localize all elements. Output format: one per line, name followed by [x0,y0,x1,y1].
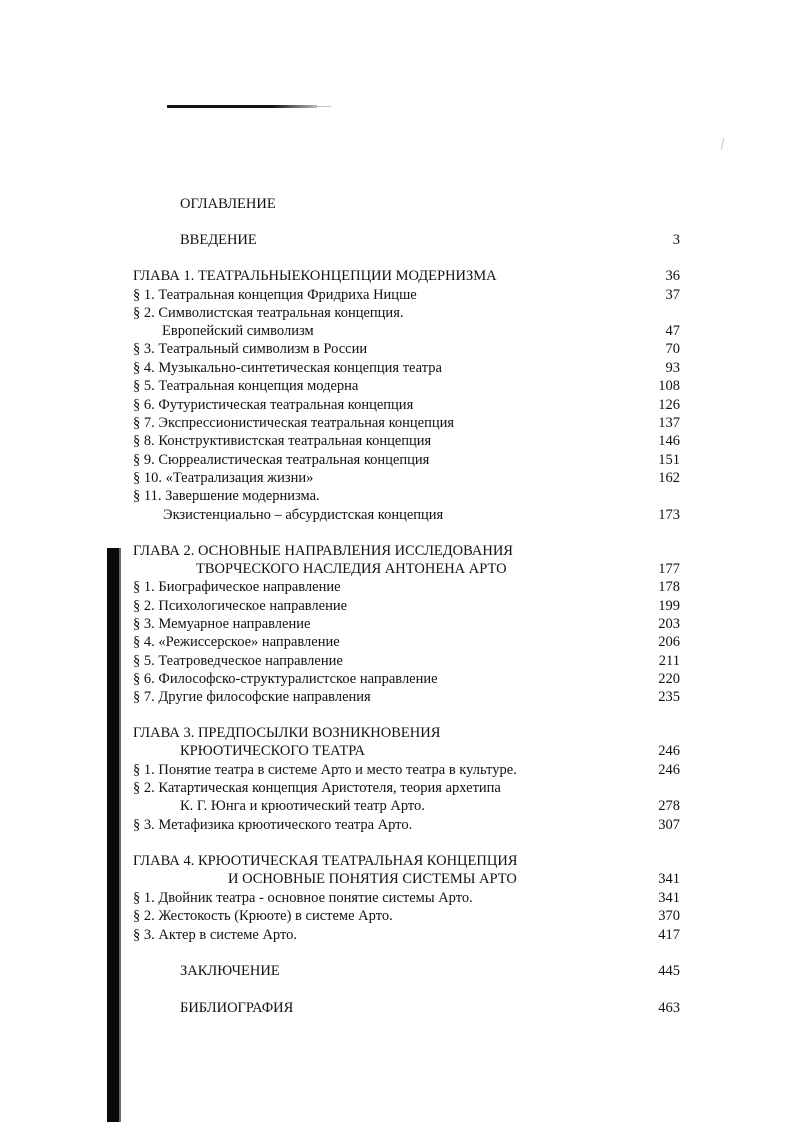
toc-ch1-page: 36 [665,268,680,284]
toc-ch2-s5-page: 211 [658,653,680,669]
toc-ch1-s3-title: § 3. Театральный символизм в России [133,341,368,357]
toc-ch4-title-cont: И ОСНОВНЫЕ ПОНЯТИЯ СИСТЕМЫ АРТО [228,871,517,887]
toc-ch3-s3-page: 307 [658,817,680,833]
toc-ch2-s3-title: § 3. Мемуарное направление [133,616,311,632]
toc-ch2-s2-page: 199 [658,598,680,614]
toc-ch1-s11-title-cont: Экзистенциально – абсурдистская концепция [163,507,444,523]
toc-ch2-s3-page: 203 [658,616,680,632]
toc-ch3-s2-page: 278 [658,798,680,814]
toc-ch4-s3-page: 417 [658,927,680,943]
toc-ch2-s5-title: § 5. Театроведческое направление [133,653,343,669]
scan-binding-edge-shadow [119,548,121,1122]
toc-ch1-s2-page: 47 [665,323,680,339]
toc-ch4-s1-page: 341 [658,890,680,906]
toc-ch2-s4-page: 206 [658,634,680,650]
toc-ch1-s10-page: 162 [658,470,680,486]
toc-ch1-s4-page: 93 [665,360,680,376]
toc-conclusion-page: 445 [658,963,680,979]
toc-ch1-s5-page: 108 [658,378,680,394]
toc-ch1-s11-page: 173 [658,507,680,523]
toc-ch3-s3-title: § 3. Метафизика крюотического театра Арто. [133,817,413,833]
toc-ch1-s7-page: 137 [658,415,680,431]
toc-ch4-s2-title: § 2. Жестокость (Крюоте) в системе Арто. [133,908,393,924]
toc-ch2-s2-title: § 2. Психологическое направление [133,598,348,614]
toc-ch3-s1-title: § 1. Понятие театра в системе Арто и место театра в культуре. [133,762,517,778]
toc-bibliography-page: 463 [658,1000,680,1016]
toc-ch2-title-cont: ТВОРЧЕСКОГО НАСЛЕДИЯ АНТОНЕНА АРТО [196,561,507,577]
toc-ch2-s7-page: 235 [658,689,680,705]
toc-ch3-title-cont: КРЮОТИЧЕСКОГО ТЕАТРА [180,743,365,759]
toc-ch4-title: ГЛАВА 4. КРЮОТИЧЕСКАЯ ТЕАТРАЛЬНАЯ КОНЦЕПЦИЯ [133,853,518,869]
toc-ch2-s1-page: 178 [658,579,680,595]
toc-ch1-s9-title: § 9. Сюрреалистическая театральная концепция [133,452,430,468]
toc-ch2-s6-title: § 6. Философско-структуралистское направление [133,671,438,687]
toc-ch2-page: 177 [658,561,680,577]
toc-intro-title: ВВЕДЕНИЕ [180,232,257,248]
toc-ch3-page: 246 [658,743,680,759]
toc-ch2-s4-title: § 4. «Режиссерское» направление [133,634,340,650]
toc-ch1-s6-page: 126 [658,397,680,413]
toc-bibliography-title: БИБЛИОГРАФИЯ [180,1000,294,1016]
toc-ch3-s2-title: § 2. Катартическая концепция Аристотеля, теория архетипа [133,780,501,796]
toc-ch1-s11-title: § 11. Завершение модернизма. [133,488,320,504]
toc-ch1-s1-title: § 1. Театральная концепция Фридриха Ницше [133,287,417,303]
toc-ch2-s6-page: 220 [658,671,680,687]
toc-ch4-s2-page: 370 [658,908,680,924]
scan-mark [721,138,724,150]
toc-ch1-s9-page: 151 [658,452,680,468]
toc-ch1-s7-title: § 7. Экспрессионистическая театральная концепция [133,415,455,431]
toc-ch1-s10-title: § 10. «Театрализация жизни» [133,470,314,486]
toc-ch1-s2-title: § 2. Символистская театральная концепция. [133,305,404,321]
toc-ch1-s3-page: 70 [665,341,680,357]
toc-ch3-s2-title-cont: К. Г. Юнга и крюотический театр Арто. [180,798,425,814]
toc-ch3-s1-page: 246 [658,762,680,778]
toc-ch1-s1-page: 37 [665,287,680,303]
toc-ch2-s7-title: § 7. Другие философские направления [133,689,371,705]
toc-conclusion-title: ЗАКЛЮЧЕНИЕ [180,963,280,979]
toc-ch2-title: ГЛАВА 2. ОСНОВНЫЕ НАПРАВЛЕНИЯ ИССЛЕДОВАНИЯ [133,543,513,559]
scan-top-rule-tail [317,106,331,107]
toc-intro-page: 3 [672,232,680,248]
toc-ch4-page: 341 [658,871,680,887]
toc-heading: ОГЛАВЛЕНИЕ [180,196,276,212]
toc-ch4-s1-title: § 1. Двойник театра - основное понятие системы Арто. [133,890,473,906]
toc-ch1-title: ГЛАВА 1. ТЕАТРАЛЬНЫЕКОНЦЕПЦИИ МОДЕРНИЗМА [133,268,497,284]
toc-ch2-s1-title: § 1. Биографическое направление [133,579,341,595]
toc-ch1-s4-title: § 4. Музыкально-синтетическая концепция театра [133,360,442,376]
toc-ch3-title: ГЛАВА 3. ПРЕДПОСЫЛКИ ВОЗНИКНОВЕНИЯ [133,725,441,741]
scan-top-rule [167,105,317,108]
toc-ch1-s5-title: § 5. Театральная концепция модерна [133,378,359,394]
toc-ch1-s6-title: § 6. Футуристическая театральная концепция [133,397,414,413]
toc-ch1-s2-title-cont: Европейский символизм [162,323,314,339]
toc-ch1-s8-page: 146 [658,433,680,449]
toc-ch4-s3-title: § 3. Актер в системе Арто. [133,927,298,943]
toc-ch1-s8-title: § 8. Конструктивистская театральная концепция [133,433,432,449]
